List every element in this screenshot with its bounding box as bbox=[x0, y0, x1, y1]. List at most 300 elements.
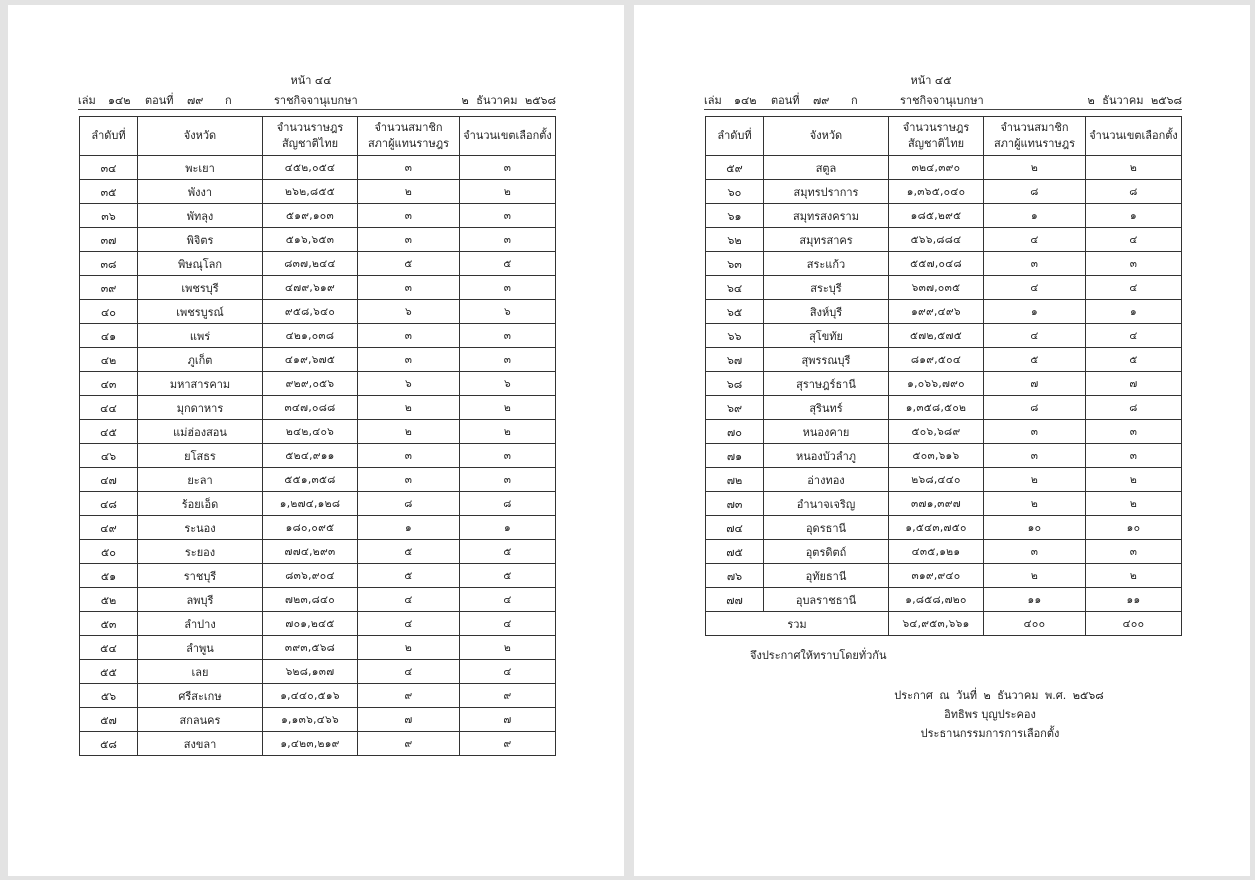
cell-population: ๑๙๙,๔๙๖ bbox=[889, 300, 984, 324]
cell-province: สมุทรสาคร bbox=[764, 228, 889, 252]
cell-population: ๘๑๙,๕๐๔ bbox=[889, 348, 984, 372]
cell-province: มหาสารคาม bbox=[138, 372, 263, 396]
cell-order: ๔๖ bbox=[80, 444, 138, 468]
cell-order: ๕๒ bbox=[80, 588, 138, 612]
table-row bbox=[80, 300, 556, 324]
cell-districts: ๓ bbox=[1086, 540, 1182, 564]
cell-mps: ๓ bbox=[358, 228, 460, 252]
running-header bbox=[78, 89, 556, 110]
cell-province: ศรีสะเกษ bbox=[138, 684, 263, 708]
cell-districts: ๓ bbox=[460, 324, 556, 348]
table-row bbox=[706, 420, 1182, 444]
cell-mps: ๑๐ bbox=[984, 516, 1086, 540]
table-row bbox=[706, 492, 1182, 516]
table-row bbox=[80, 228, 556, 252]
cell-population: ๕๑๖,๖๕๓ bbox=[263, 228, 358, 252]
table-row bbox=[80, 588, 556, 612]
cell-order: ๕๗ bbox=[80, 708, 138, 732]
cell-districts: ๓ bbox=[1086, 444, 1182, 468]
cell-mps: ๕ bbox=[358, 252, 460, 276]
table-row bbox=[706, 228, 1182, 252]
table-row bbox=[706, 276, 1182, 300]
total-label: รวม bbox=[706, 612, 889, 636]
cell-districts: ๒ bbox=[460, 420, 556, 444]
cell-mps: ๔ bbox=[358, 588, 460, 612]
cell-province: พังงา bbox=[138, 180, 263, 204]
cell-mps: ๑ bbox=[358, 516, 460, 540]
cell-population: ๖๒๘,๑๓๗ bbox=[263, 660, 358, 684]
cell-population: ๕๐๖,๖๘๙ bbox=[889, 420, 984, 444]
table-row bbox=[706, 252, 1182, 276]
cell-population: ๑,๐๖๖,๗๙๐ bbox=[889, 372, 984, 396]
cell-province: ลำพูน bbox=[138, 636, 263, 660]
cell-population: ๓๒๔,๓๙๐ bbox=[889, 156, 984, 180]
cell-province: แพร่ bbox=[138, 324, 263, 348]
cell-districts: ๓ bbox=[460, 444, 556, 468]
cell-mps: ๗ bbox=[984, 372, 1086, 396]
cell-mps: ๙ bbox=[358, 684, 460, 708]
cell-province: สระแก้ว bbox=[764, 252, 889, 276]
cell-province: พิษณุโลก bbox=[138, 252, 263, 276]
cell-population: ๑,๒๗๔,๑๒๘ bbox=[263, 492, 358, 516]
cell-mps: ๓ bbox=[358, 156, 460, 180]
cell-population: ๑,๔๔๐,๕๑๖ bbox=[263, 684, 358, 708]
table-row bbox=[80, 564, 556, 588]
column-header-population: จำนวนราษฎร สัญชาติไทย bbox=[263, 117, 358, 156]
constituency-table bbox=[79, 116, 556, 756]
cell-mps: ๒ bbox=[984, 468, 1086, 492]
cell-population: ๔๑๙,๖๗๕ bbox=[263, 348, 358, 372]
cell-population: ๑๘๕,๒๙๕ bbox=[889, 204, 984, 228]
column-header-province: จังหวัด bbox=[764, 117, 889, 156]
cell-population: ๔๕๒,๐๕๔ bbox=[263, 156, 358, 180]
table-row bbox=[706, 396, 1182, 420]
cell-population: ๘๓๗,๒๔๔ bbox=[263, 252, 358, 276]
cell-population: ๓๔๗,๐๘๘ bbox=[263, 396, 358, 420]
cell-mps: ๒ bbox=[358, 180, 460, 204]
cell-mps: ๒ bbox=[984, 156, 1086, 180]
cell-population: ๕๒๔,๙๑๑ bbox=[263, 444, 358, 468]
cell-population: ๕๕๑,๓๕๘ bbox=[263, 468, 358, 492]
cell-order: ๕๑ bbox=[80, 564, 138, 588]
cell-order: ๗๗ bbox=[706, 588, 764, 612]
cell-province: สตูล bbox=[764, 156, 889, 180]
total-population: ๖๔,๙๕๓,๖๖๑ bbox=[889, 612, 984, 636]
cell-province: ภูเก็ต bbox=[138, 348, 263, 372]
table-row bbox=[80, 204, 556, 228]
cell-population: ๑,๘๕๘,๗๒๐ bbox=[889, 588, 984, 612]
cell-districts: ๘ bbox=[1086, 180, 1182, 204]
table-row bbox=[80, 684, 556, 708]
cell-mps: ๓ bbox=[984, 252, 1086, 276]
publication-date: ๒ ธันวาคม ๒๕๖๘ bbox=[1087, 94, 1182, 107]
cell-order: ๖๗ bbox=[706, 348, 764, 372]
cell-districts: ๓ bbox=[460, 276, 556, 300]
cell-province: อุดรธานี bbox=[764, 516, 889, 540]
cell-districts: ๑ bbox=[1086, 204, 1182, 228]
cell-districts: ๒ bbox=[1086, 156, 1182, 180]
cell-mps: ๓ bbox=[358, 348, 460, 372]
cell-districts: ๓ bbox=[460, 156, 556, 180]
table-row bbox=[80, 708, 556, 732]
cell-order: ๖๖ bbox=[706, 324, 764, 348]
cell-order: ๗๕ bbox=[706, 540, 764, 564]
table-row bbox=[80, 396, 556, 420]
announcement-date: ประกาศ ณ วันที่ ๒ ธันวาคม พ.ศ. ๒๕๖๘ bbox=[894, 689, 1104, 702]
cell-province: มุกดาหาร bbox=[138, 396, 263, 420]
cell-province: ยะลา bbox=[138, 468, 263, 492]
cell-province: ร้อยเอ็ด bbox=[138, 492, 263, 516]
cell-order: ๓๙ bbox=[80, 276, 138, 300]
cell-districts: ๓ bbox=[460, 468, 556, 492]
cell-population: ๕๕๗,๐๔๘ bbox=[889, 252, 984, 276]
table-row bbox=[80, 324, 556, 348]
cell-order: ๔๒ bbox=[80, 348, 138, 372]
table-row bbox=[706, 564, 1182, 588]
volume-label: เล่ม bbox=[78, 94, 96, 107]
cell-order: ๖๑ bbox=[706, 204, 764, 228]
publication-date: ๒ ธันวาคม ๒๕๖๘ bbox=[461, 94, 556, 107]
cell-population: ๑,๓๖๕,๐๔๐ bbox=[889, 180, 984, 204]
cell-province: ราชบุรี bbox=[138, 564, 263, 588]
table-row bbox=[706, 348, 1182, 372]
cell-population: ๖๓๗,๐๓๕ bbox=[889, 276, 984, 300]
cell-population: ๒๔๒,๔๐๖ bbox=[263, 420, 358, 444]
cell-districts: ๔ bbox=[460, 660, 556, 684]
cell-population: ๑,๓๕๘,๕๐๒ bbox=[889, 396, 984, 420]
issue-number: ๗๙ bbox=[187, 94, 204, 107]
cell-districts: ๕ bbox=[460, 252, 556, 276]
cell-province: อุตรดิตถ์ bbox=[764, 540, 889, 564]
cell-order: ๓๘ bbox=[80, 252, 138, 276]
cell-order: ๖๔ bbox=[706, 276, 764, 300]
cell-districts: ๒ bbox=[1086, 564, 1182, 588]
table-row bbox=[80, 372, 556, 396]
cell-districts: ๒ bbox=[1086, 468, 1182, 492]
cell-province: ลำปาง bbox=[138, 612, 263, 636]
cell-province: สงขลา bbox=[138, 732, 263, 756]
cell-province: พัทลุง bbox=[138, 204, 263, 228]
total-row bbox=[706, 612, 1182, 636]
cell-order: ๕๔ bbox=[80, 636, 138, 660]
cell-districts: ๔ bbox=[1086, 228, 1182, 252]
cell-districts: ๔ bbox=[1086, 324, 1182, 348]
cell-province: พะเยา bbox=[138, 156, 263, 180]
issue-label: ตอนที่ bbox=[771, 94, 800, 107]
cell-province: สุราษฎร์ธานี bbox=[764, 372, 889, 396]
cell-order: ๕๐ bbox=[80, 540, 138, 564]
cell-population: ๔๓๕,๑๒๑ bbox=[889, 540, 984, 564]
cell-province: สมุทรปราการ bbox=[764, 180, 889, 204]
volume-label: เล่ม bbox=[704, 94, 722, 107]
cell-order: ๗๐ bbox=[706, 420, 764, 444]
cell-districts: ๔ bbox=[460, 612, 556, 636]
cell-districts: ๙ bbox=[460, 732, 556, 756]
table-row bbox=[80, 444, 556, 468]
cell-order: ๗๑ bbox=[706, 444, 764, 468]
cell-order: ๕๕ bbox=[80, 660, 138, 684]
table-row bbox=[706, 180, 1182, 204]
cell-order: ๖๓ bbox=[706, 252, 764, 276]
running-header bbox=[704, 89, 1182, 110]
cell-population: ๕๖๖,๘๘๔ bbox=[889, 228, 984, 252]
cell-districts: ๕ bbox=[460, 540, 556, 564]
cell-province: อุทัยธานี bbox=[764, 564, 889, 588]
cell-mps: ๘ bbox=[984, 396, 1086, 420]
cell-population: ๑,๔๒๓,๒๑๙ bbox=[263, 732, 358, 756]
table-row bbox=[706, 324, 1182, 348]
cell-province: สุรินทร์ bbox=[764, 396, 889, 420]
cell-districts: ๓ bbox=[460, 348, 556, 372]
volume-number: ๑๔๒ bbox=[108, 94, 131, 107]
table-row bbox=[80, 252, 556, 276]
cell-province: เพชรบุรี bbox=[138, 276, 263, 300]
cell-province: สกลนคร bbox=[138, 708, 263, 732]
cell-districts: ๑ bbox=[1086, 300, 1182, 324]
cell-districts: ๕ bbox=[1086, 348, 1182, 372]
cell-province: สระบุรี bbox=[764, 276, 889, 300]
closing-statement: จึงประกาศให้ทราบโดยทั่วกัน bbox=[750, 649, 887, 662]
cell-mps: ๔ bbox=[358, 660, 460, 684]
publication-title: ราชกิจจานุเบกษา bbox=[274, 94, 358, 107]
cell-population: ๒๖๒,๘๕๕ bbox=[263, 180, 358, 204]
cell-mps: ๙ bbox=[358, 732, 460, 756]
cell-population: ๙๒๙,๐๕๖ bbox=[263, 372, 358, 396]
cell-population: ๑,๕๔๓,๗๕๐ bbox=[889, 516, 984, 540]
cell-districts: ๖ bbox=[460, 372, 556, 396]
issue-number: ๗๙ bbox=[813, 94, 830, 107]
table-row bbox=[80, 660, 556, 684]
document-page-44 bbox=[8, 5, 624, 876]
cell-order: ๖๒ bbox=[706, 228, 764, 252]
cell-districts: ๒ bbox=[1086, 492, 1182, 516]
cell-province: อำนาจเจริญ bbox=[764, 492, 889, 516]
cell-mps: ๓ bbox=[984, 444, 1086, 468]
section-letter: ก bbox=[225, 94, 232, 107]
cell-population: ๔๒๑,๐๓๘ bbox=[263, 324, 358, 348]
cell-order: ๔๕ bbox=[80, 420, 138, 444]
cell-districts: ๑ bbox=[460, 516, 556, 540]
cell-order: ๕๖ bbox=[80, 684, 138, 708]
cell-population: ๓๗๑,๓๙๗ bbox=[889, 492, 984, 516]
cell-mps: ๑ bbox=[984, 204, 1086, 228]
table-row bbox=[80, 180, 556, 204]
table-row bbox=[706, 204, 1182, 228]
cell-mps: ๔ bbox=[984, 228, 1086, 252]
cell-order: ๗๔ bbox=[706, 516, 764, 540]
cell-order: ๖๐ bbox=[706, 180, 764, 204]
table-row bbox=[706, 588, 1182, 612]
cell-population: ๒๖๘,๔๔๐ bbox=[889, 468, 984, 492]
cell-province: หนองบัวลำภู bbox=[764, 444, 889, 468]
table-row bbox=[80, 492, 556, 516]
cell-population: ๗๒๓,๘๔๐ bbox=[263, 588, 358, 612]
constituency-table bbox=[705, 116, 1182, 636]
cell-mps: ๕ bbox=[358, 540, 460, 564]
cell-order: ๗๒ bbox=[706, 468, 764, 492]
table-row bbox=[80, 636, 556, 660]
cell-order: ๔๐ bbox=[80, 300, 138, 324]
cell-order: ๔๙ bbox=[80, 516, 138, 540]
signatory-name: อิทธิพร บุญประคอง bbox=[944, 708, 1036, 721]
column-header-mps: จำนวนสมาชิก สภาผู้แทนราษฎร bbox=[984, 117, 1086, 156]
cell-province: เลย bbox=[138, 660, 263, 684]
cell-province: ระนอง bbox=[138, 516, 263, 540]
cell-province: ระยอง bbox=[138, 540, 263, 564]
cell-mps: ๓ bbox=[358, 276, 460, 300]
cell-mps: ๘ bbox=[358, 492, 460, 516]
cell-mps: ๔ bbox=[358, 612, 460, 636]
cell-mps: ๓ bbox=[358, 204, 460, 228]
cell-province: สิงห์บุรี bbox=[764, 300, 889, 324]
cell-population: ๙๕๘,๖๔๐ bbox=[263, 300, 358, 324]
cell-population: ๘๓๖,๙๐๔ bbox=[263, 564, 358, 588]
cell-mps: ๘ bbox=[984, 180, 1086, 204]
cell-population: ๗๐๑,๒๔๕ bbox=[263, 612, 358, 636]
cell-districts: ๔ bbox=[460, 588, 556, 612]
cell-districts: ๒ bbox=[460, 180, 556, 204]
cell-districts: ๒ bbox=[460, 636, 556, 660]
table-row bbox=[706, 372, 1182, 396]
table-row bbox=[706, 156, 1182, 180]
cell-districts: ๙ bbox=[460, 684, 556, 708]
cell-order: ๓๔ bbox=[80, 156, 138, 180]
table-row bbox=[80, 732, 556, 756]
cell-mps: ๒ bbox=[984, 492, 1086, 516]
cell-districts: ๖ bbox=[460, 300, 556, 324]
table-row bbox=[706, 516, 1182, 540]
cell-districts: ๒ bbox=[460, 396, 556, 420]
cell-province: พิจิตร bbox=[138, 228, 263, 252]
cell-province: ลพบุรี bbox=[138, 588, 263, 612]
cell-mps: ๔ bbox=[984, 276, 1086, 300]
cell-mps: ๔ bbox=[984, 324, 1086, 348]
column-header-population: จำนวนราษฎร สัญชาติไทย bbox=[889, 117, 984, 156]
column-header-districts: จำนวนเขตเลือกตั้ง bbox=[460, 117, 556, 156]
cell-order: ๔๗ bbox=[80, 468, 138, 492]
cell-districts: ๓ bbox=[1086, 252, 1182, 276]
section-letter: ก bbox=[851, 94, 858, 107]
table-header-row bbox=[706, 117, 1182, 156]
cell-districts: ๘ bbox=[460, 492, 556, 516]
cell-districts: ๔ bbox=[1086, 276, 1182, 300]
cell-mps: ๓ bbox=[984, 420, 1086, 444]
cell-province: สุโขทัย bbox=[764, 324, 889, 348]
cell-province: หนองคาย bbox=[764, 420, 889, 444]
cell-districts: ๓ bbox=[460, 204, 556, 228]
cell-mps: ๕ bbox=[358, 564, 460, 588]
cell-province: สุพรรณบุรี bbox=[764, 348, 889, 372]
cell-mps: ๑๑ bbox=[984, 588, 1086, 612]
total-mps: ๔๐๐ bbox=[984, 612, 1086, 636]
cell-population: ๔๗๙,๖๑๙ bbox=[263, 276, 358, 300]
cell-order: ๓๗ bbox=[80, 228, 138, 252]
cell-mps: ๕ bbox=[984, 348, 1086, 372]
cell-population: ๕๑๙,๑๐๓ bbox=[263, 204, 358, 228]
column-header-order: ลำดับที่ bbox=[80, 117, 138, 156]
cell-order: ๓๕ bbox=[80, 180, 138, 204]
cell-population: ๑,๑๓๖,๔๖๖ bbox=[263, 708, 358, 732]
column-header-province: จังหวัด bbox=[138, 117, 263, 156]
cell-mps: ๒ bbox=[984, 564, 1086, 588]
column-header-districts: จำนวนเขตเลือกตั้ง bbox=[1086, 117, 1182, 156]
table-body bbox=[706, 156, 1182, 612]
cell-population: ๑๘๐,๐๙๕ bbox=[263, 516, 358, 540]
table-row bbox=[80, 468, 556, 492]
total-districts: ๔๐๐ bbox=[1086, 612, 1182, 636]
cell-order: ๗๖ bbox=[706, 564, 764, 588]
signature-block bbox=[870, 686, 1110, 743]
cell-province: สมุทรสงคราม bbox=[764, 204, 889, 228]
cell-districts: ๓ bbox=[460, 228, 556, 252]
cell-province: อุบลราชธานี bbox=[764, 588, 889, 612]
cell-mps: ๓ bbox=[358, 468, 460, 492]
cell-mps: ๖ bbox=[358, 300, 460, 324]
table-row bbox=[706, 468, 1182, 492]
cell-order: ๖๕ bbox=[706, 300, 764, 324]
table-header-row bbox=[80, 117, 556, 156]
cell-districts: ๑๐ bbox=[1086, 516, 1182, 540]
cell-mps: ๓ bbox=[984, 540, 1086, 564]
cell-order: ๖๘ bbox=[706, 372, 764, 396]
cell-province: เพชรบูรณ์ bbox=[138, 300, 263, 324]
cell-order: ๕๙ bbox=[706, 156, 764, 180]
cell-districts: ๕ bbox=[460, 564, 556, 588]
cell-districts: ๗ bbox=[460, 708, 556, 732]
cell-order: ๓๖ bbox=[80, 204, 138, 228]
publication-title: ราชกิจจานุเบกษา bbox=[900, 94, 984, 107]
cell-districts: ๑๑ bbox=[1086, 588, 1182, 612]
volume-number: ๑๔๒ bbox=[734, 94, 757, 107]
cell-province: แม่ฮ่องสอน bbox=[138, 420, 263, 444]
table-row bbox=[80, 156, 556, 180]
cell-districts: ๓ bbox=[1086, 420, 1182, 444]
cell-order: ๔๘ bbox=[80, 492, 138, 516]
page-number: หน้า ๔๔ bbox=[290, 74, 332, 87]
table-row bbox=[706, 300, 1182, 324]
table-row bbox=[80, 420, 556, 444]
cell-order: ๕๓ bbox=[80, 612, 138, 636]
cell-order: ๔๔ bbox=[80, 396, 138, 420]
cell-province: อ่างทอง bbox=[764, 468, 889, 492]
cell-order: ๔๓ bbox=[80, 372, 138, 396]
cell-mps: ๗ bbox=[358, 708, 460, 732]
cell-mps: ๒ bbox=[358, 636, 460, 660]
cell-order: ๖๙ bbox=[706, 396, 764, 420]
cell-districts: ๗ bbox=[1086, 372, 1182, 396]
signatory-title: ประธานกรรมการการเลือกตั้ง bbox=[920, 727, 1060, 740]
cell-population: ๓๙๓,๕๖๘ bbox=[263, 636, 358, 660]
column-header-mps: จำนวนสมาชิก สภาผู้แทนราษฎร bbox=[358, 117, 460, 156]
table-row bbox=[80, 276, 556, 300]
cell-mps: ๓ bbox=[358, 444, 460, 468]
page-number: หน้า ๔๕ bbox=[910, 74, 952, 87]
cell-mps: ๑ bbox=[984, 300, 1086, 324]
column-header-order: ลำดับที่ bbox=[706, 117, 764, 156]
cell-population: ๗๗๔,๒๙๓ bbox=[263, 540, 358, 564]
table-row bbox=[80, 348, 556, 372]
cell-order: ๔๑ bbox=[80, 324, 138, 348]
cell-province: ยโสธร bbox=[138, 444, 263, 468]
cell-mps: ๓ bbox=[358, 324, 460, 348]
cell-mps: ๒ bbox=[358, 396, 460, 420]
cell-order: ๗๓ bbox=[706, 492, 764, 516]
table-row bbox=[706, 540, 1182, 564]
cell-districts: ๘ bbox=[1086, 396, 1182, 420]
table-row bbox=[80, 540, 556, 564]
table-body bbox=[80, 156, 556, 756]
cell-order: ๕๘ bbox=[80, 732, 138, 756]
